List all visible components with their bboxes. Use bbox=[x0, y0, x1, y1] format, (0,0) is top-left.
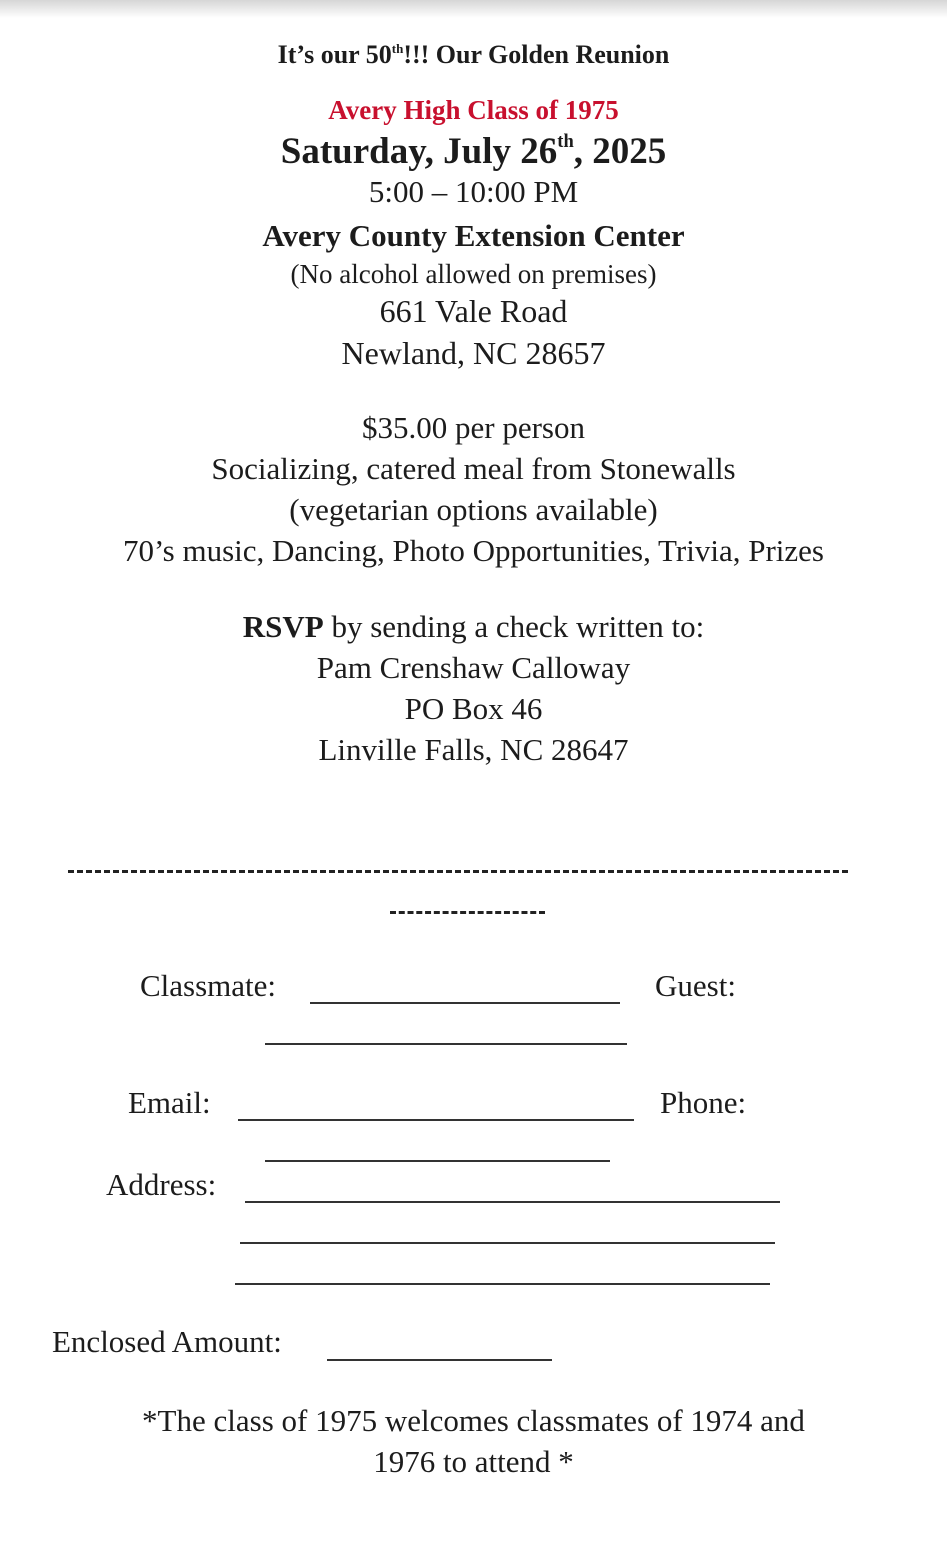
ticket-price: $35.00 per person bbox=[362, 410, 585, 445]
footnote-line1: *The class of 1975 welcomes classmates of 1974 and bbox=[142, 1403, 805, 1438]
venue-address-city: Newland, NC 28657 bbox=[341, 335, 606, 371]
email-label: Email: bbox=[128, 1085, 211, 1120]
cut-line-continued bbox=[390, 911, 545, 914]
rsvp-payee: Pam Crenshaw Calloway bbox=[316, 650, 631, 685]
event-date: Saturday, July 26th, 2025 bbox=[280, 131, 667, 172]
address-label: Address: bbox=[106, 1167, 217, 1202]
footnote bbox=[0, 1400, 947, 1482]
email-field[interactable] bbox=[238, 1119, 634, 1121]
phone-field[interactable] bbox=[265, 1160, 610, 1162]
address-field-line1[interactable] bbox=[245, 1201, 780, 1203]
guest-field[interactable] bbox=[265, 1043, 627, 1045]
event-time: 5:00 – 10:00 PM bbox=[368, 174, 579, 209]
enclosed-amount-field[interactable] bbox=[327, 1359, 552, 1361]
footnote-line2: 1976 to attend * bbox=[373, 1444, 574, 1479]
classmate-field[interactable] bbox=[310, 1002, 620, 1004]
venue-name: Avery County Extension Center bbox=[262, 218, 685, 253]
catering-info: Socializing, catered meal from Stonewalls bbox=[211, 451, 736, 486]
reunion-header: It’s our 50th!!! Our Golden Reunion bbox=[277, 40, 670, 69]
venue-note: (No alcohol allowed on premises) bbox=[290, 259, 657, 289]
top-shadow-bar bbox=[0, 0, 947, 18]
venue-address-street: 661 Vale Road bbox=[379, 293, 568, 329]
rsvp-po-box: PO Box 46 bbox=[404, 691, 543, 726]
rsvp-instructions: RSVP by sending a check written to: bbox=[242, 609, 705, 644]
class-name: Avery High Class of 1975 bbox=[328, 95, 619, 125]
classmate-label: Classmate: bbox=[140, 968, 277, 1003]
cut-line bbox=[68, 870, 848, 873]
phone-label: Phone: bbox=[660, 1085, 747, 1120]
enclosed-amount-label: Enclosed Amount: bbox=[52, 1324, 282, 1359]
activities-list: 70’s music, Dancing, Photo Opportunities, Trivia, Prizes bbox=[123, 533, 824, 568]
address-field-line2[interactable] bbox=[240, 1242, 775, 1244]
guest-label: Guest: bbox=[655, 968, 736, 1003]
address-field-line3[interactable] bbox=[235, 1283, 770, 1285]
vegetarian-note: (vegetarian options available) bbox=[289, 492, 658, 527]
rsvp-city: Linville Falls, NC 28647 bbox=[318, 732, 629, 767]
